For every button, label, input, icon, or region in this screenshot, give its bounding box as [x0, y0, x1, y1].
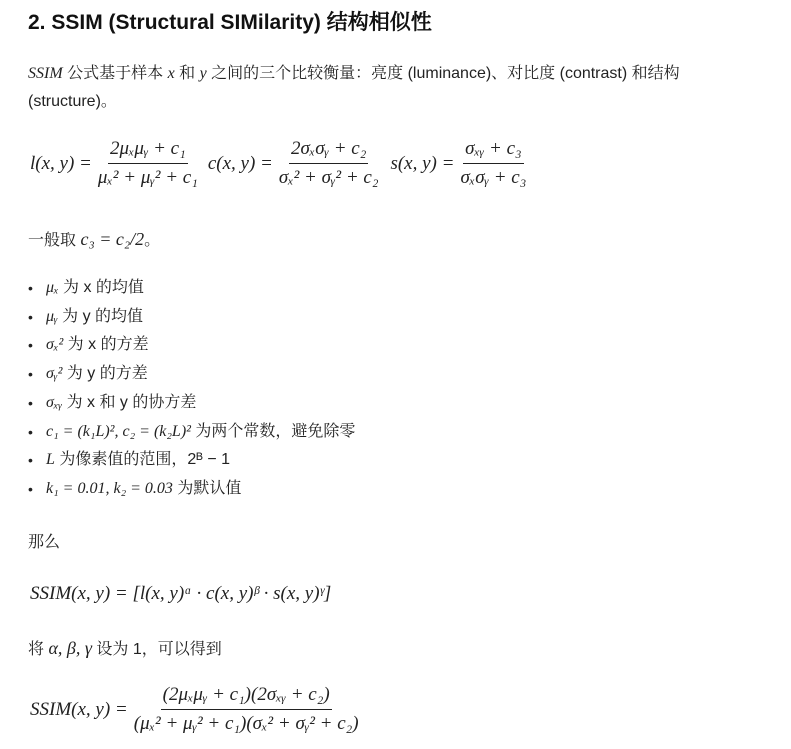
ssim-final-lhs: SSIM(x, y) = — [30, 698, 128, 720]
list-text: 为 x 的方差 — [63, 336, 149, 354]
list-math: σₓ² — [46, 336, 64, 354]
l-numerator: 2μₓμᵧ + c₁ — [108, 138, 188, 164]
intro-paragraph — [28, 60, 680, 88]
list-text: 为 y 的均值 — [57, 307, 144, 325]
l-formula-fraction — [96, 138, 200, 189]
list-math: σᵧ² — [46, 365, 63, 383]
list-item — [28, 303, 355, 332]
list-math: c₁ = (k₁L)², c₂ = (k₂L)² — [46, 422, 191, 440]
list-text: 为像素值的范围，2ᴮ − 1 — [54, 451, 231, 469]
list-math: k₁ = 0.01, k₂ = 0.03 — [46, 479, 173, 497]
ssim-final-denominator: (μₓ² + μᵧ² + c₁)(σₓ² + σᵧ² + c₂) — [133, 713, 359, 734]
s-formula-fraction — [458, 138, 528, 189]
var-x: x — [167, 65, 175, 82]
s-numerator: σₓᵧ + c₃ — [463, 138, 524, 164]
intro-text: 之间的三个比较衡量：亮度 (luminance)、对比度 (contrast) 和结构 — [206, 65, 680, 82]
list-item — [28, 475, 355, 504]
ssim-symbol: SSIM — [28, 65, 63, 82]
set-prefix: 将 — [28, 641, 49, 658]
set-exponents-text — [28, 634, 222, 664]
c-numerator: 2σₓσᵧ + c₂ — [289, 138, 368, 164]
ssim-general-formula: SSIM(x, y) = [l(x, y)ᵅ · c(x, y)ᵝ · s(x, y)ᵞ] — [30, 583, 332, 604]
set-suffix: 设为 1，可以得到 — [91, 641, 222, 658]
var-y: y — [199, 65, 207, 82]
component-formulas — [30, 138, 532, 189]
list-math: μᵧ — [46, 307, 58, 325]
list-item — [28, 274, 355, 303]
ssim-final-formula — [30, 684, 365, 735]
then-text: 那么 — [28, 534, 61, 551]
c-formula-fraction — [277, 138, 381, 189]
list-text: 为 x 的均值 — [58, 279, 144, 296]
ssim-final-numerator: (2μₓμᵧ + c₁)(2σₓᵧ + c₂) — [161, 684, 332, 710]
s-formula-lhs: s(x, y) = — [390, 152, 455, 174]
intro-paragraph-line2: (structure)。 — [28, 93, 117, 110]
exponents: α, β, γ — [48, 638, 92, 658]
list-math: μₓ — [46, 279, 59, 296]
c-denominator: σₓ² + σᵧ² + c₂ — [278, 167, 379, 188]
general-suffix: 。 — [144, 232, 161, 249]
list-item — [28, 446, 355, 475]
list-text: 为默认值 — [172, 479, 242, 497]
list-text: 为 y 的方差 — [62, 365, 148, 383]
variable-list — [28, 274, 355, 504]
list-math: σₓᵧ — [46, 393, 63, 411]
l-formula-lhs: l(x, y) = — [30, 152, 92, 174]
list-text: 为两个常数，避免除零 — [190, 422, 356, 440]
list-item — [28, 360, 355, 389]
c-formula-lhs: c(x, y) = — [207, 152, 273, 174]
intro-text: 公式基于样本 — [62, 65, 168, 82]
list-item — [28, 389, 355, 418]
c3-definition: c₃ = c₂/2 — [80, 229, 145, 249]
intro-text: 和 — [174, 65, 200, 82]
section-heading: 2. SSIM (Structural SIMilarity) 结构相似性 — [28, 11, 432, 34]
list-math: L — [46, 451, 55, 469]
general-note — [28, 225, 160, 255]
general-prefix: 一般取 — [28, 232, 81, 249]
l-denominator: μₓ² + μᵧ² + c₁ — [97, 167, 198, 188]
list-item — [28, 331, 355, 360]
list-text: 为 x 和 y 的协方差 — [62, 393, 197, 411]
s-denominator: σₓσᵧ + c₃ — [460, 167, 527, 188]
list-item — [28, 418, 355, 447]
ssim-final-fraction — [132, 684, 361, 735]
